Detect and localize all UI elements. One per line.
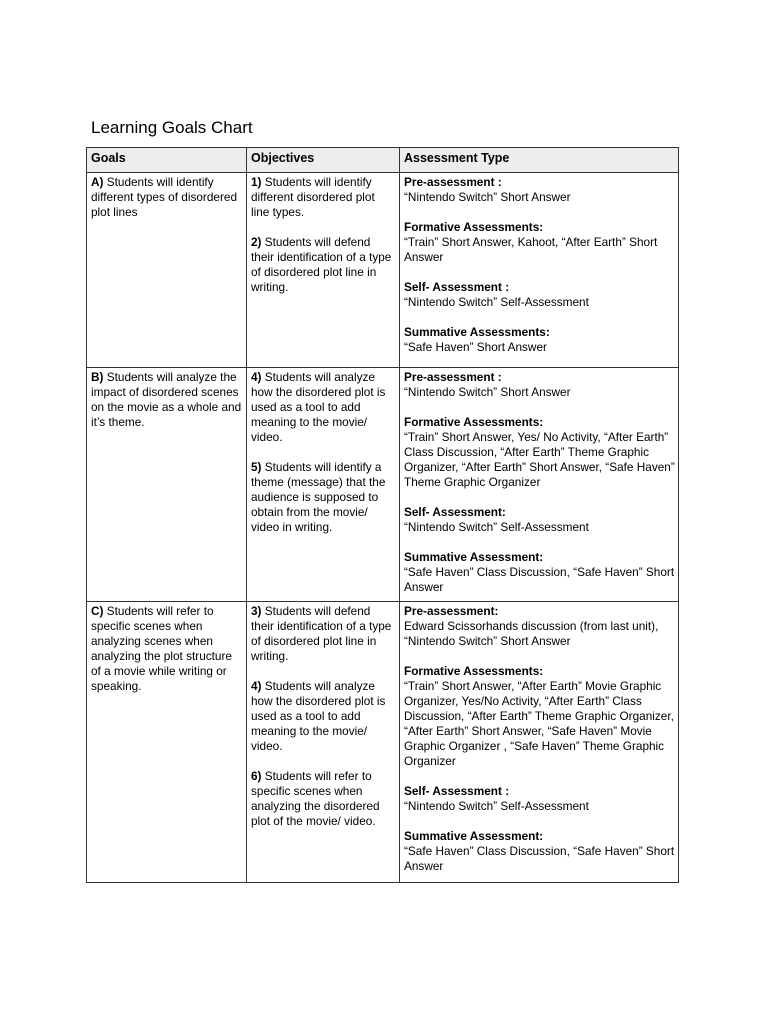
goal-cell (87, 602, 247, 883)
goal-cell (87, 173, 247, 368)
objective-text: Students will defend their identification of a type of disordered plot line in writing. (251, 235, 392, 294)
assessment-item (404, 325, 675, 355)
objective-text: Students will defend their identification of a type of disordered plot line in writing. (251, 604, 392, 663)
goal-text: Students will identify different types of disordered plot lines (91, 175, 238, 219)
objective-item (251, 769, 396, 829)
header-objectives: Objectives (247, 148, 400, 173)
goal-letter: C) (91, 604, 104, 618)
learning-goals-table (86, 147, 679, 883)
objective-item (251, 679, 396, 754)
page-title: Learning Goals Chart (91, 118, 253, 137)
assessment-label: Pre-assessment : (404, 175, 502, 189)
assessment-text: “Safe Haven” Class Discussion, “Safe Haven” Short Answer (404, 844, 675, 873)
objective-text: Students will identify a theme (message) that the audience is supposed to obtain from the movie/ video in writing. (251, 460, 386, 534)
objective-number: 1) (251, 175, 262, 189)
goal-text: Students will refer to specific scenes when analyzing scenes when analyzing the plot structure of a movie while writing or speaking. (91, 604, 232, 693)
objective-item (251, 235, 396, 295)
assessment-text: “Nintendo Switch” Short Answer (404, 190, 571, 204)
objectives-cell (247, 368, 400, 602)
objective-text: Students will analyze how the disordered plot is used as a tool to add meaning to the movie/ video. (251, 370, 386, 444)
objective-number: 3) (251, 604, 262, 618)
assessment-item (404, 784, 675, 814)
table-header-row (87, 148, 679, 173)
assessment-text: “Nintendo Switch” Self-Assessment (404, 295, 589, 309)
goal-cell (87, 368, 247, 602)
objectives-cell (247, 173, 400, 368)
assessment-label: Pre-assessment: (404, 604, 499, 618)
assessment-text: “Train” Short Answer, Kahoot, “After Earth” Short Answer (404, 235, 658, 264)
objective-number: 6) (251, 769, 262, 783)
objective-item (251, 460, 396, 535)
assessment-item (404, 280, 675, 310)
assessment-text: “Nintendo Switch” Self-Assessment (404, 520, 589, 534)
assessment-text: Edward Scissorhands discussion (from last unit), “Nintendo Switch” Short Answer (404, 619, 659, 648)
assessment-text: “Train” Short Answer, Yes/ No Activity, “After Earth” Class Discussion, “After Earth” Theme Graphic Organizer, “After Earth” Short Answer, “Safe Haven” Theme Graphic Organizer (404, 430, 675, 489)
header-goals: Goals (87, 148, 247, 173)
assessment-cell (400, 602, 679, 883)
goal-letter: A) (91, 175, 104, 189)
goal-text: Students will analyze the impact of disordered scenes on the movie as a whole and it’s theme. (91, 370, 242, 429)
assessment-text: “Safe Haven” Short Answer (404, 340, 547, 354)
objective-number: 5) (251, 460, 262, 474)
objective-item (251, 175, 396, 220)
assessment-label: Formative Assessments: (404, 415, 544, 429)
assessment-text: “Train” Short Answer, “After Earth” Movie Graphic Organizer, Yes/No Activity, “After Earth” Class Discussion, “After Earth” Theme Graphic Organizer, “After Earth” Short Answer, “Safe Haven” Movie Graphic Organizer , “Safe Haven” Theme Graphic Organizer (404, 679, 674, 768)
assessment-text: “Safe Haven” Class Discussion, “Safe Haven” Short Answer (404, 565, 675, 594)
objective-text: Students will refer to specific scenes when analyzing the disordered plot of the movie/ video. (251, 769, 380, 828)
assessment-label: Formative Assessments: (404, 220, 544, 234)
objective-number: 2) (251, 235, 262, 249)
assessment-text: “Nintendo Switch” Short Answer (404, 385, 571, 399)
objective-text: Students will identify different disordered plot line types. (251, 175, 375, 219)
assessment-label: Self- Assessment: (404, 505, 506, 519)
assessment-label: Summative Assessments: (404, 325, 550, 339)
header-assessment-type: Assessment Type (400, 148, 679, 173)
assessment-item (404, 370, 675, 400)
table-row (87, 368, 679, 602)
assessment-cell (400, 368, 679, 602)
assessment-item (404, 550, 675, 595)
assessment-label: Formative Assessments: (404, 664, 544, 678)
assessment-item (404, 664, 675, 769)
assessment-label: Self- Assessment : (404, 784, 510, 798)
objective-number: 4) (251, 370, 262, 384)
objectives-cell (247, 602, 400, 883)
objective-text: Students will analyze how the disordered plot is used as a tool to add meaning to the movie/ video. (251, 679, 386, 753)
goal-letter: B) (91, 370, 104, 384)
assessment-label: Summative Assessment: (404, 550, 544, 564)
assessment-text: “Nintendo Switch” Self-Assessment (404, 799, 589, 813)
assessment-item (404, 415, 675, 490)
assessment-label: Pre-assessment : (404, 370, 502, 384)
assessment-label: Self- Assessment : (404, 280, 510, 294)
assessment-cell (400, 173, 679, 368)
assessment-item (404, 175, 675, 205)
table-row (87, 173, 679, 368)
assessment-item (404, 829, 675, 874)
assessment-item (404, 505, 675, 535)
objective-number: 4) (251, 679, 262, 693)
assessment-item (404, 604, 675, 649)
objective-item (251, 370, 396, 445)
assessment-item (404, 220, 675, 265)
assessment-label: Summative Assessment: (404, 829, 544, 843)
objective-item (251, 604, 396, 664)
table-row (87, 602, 679, 883)
